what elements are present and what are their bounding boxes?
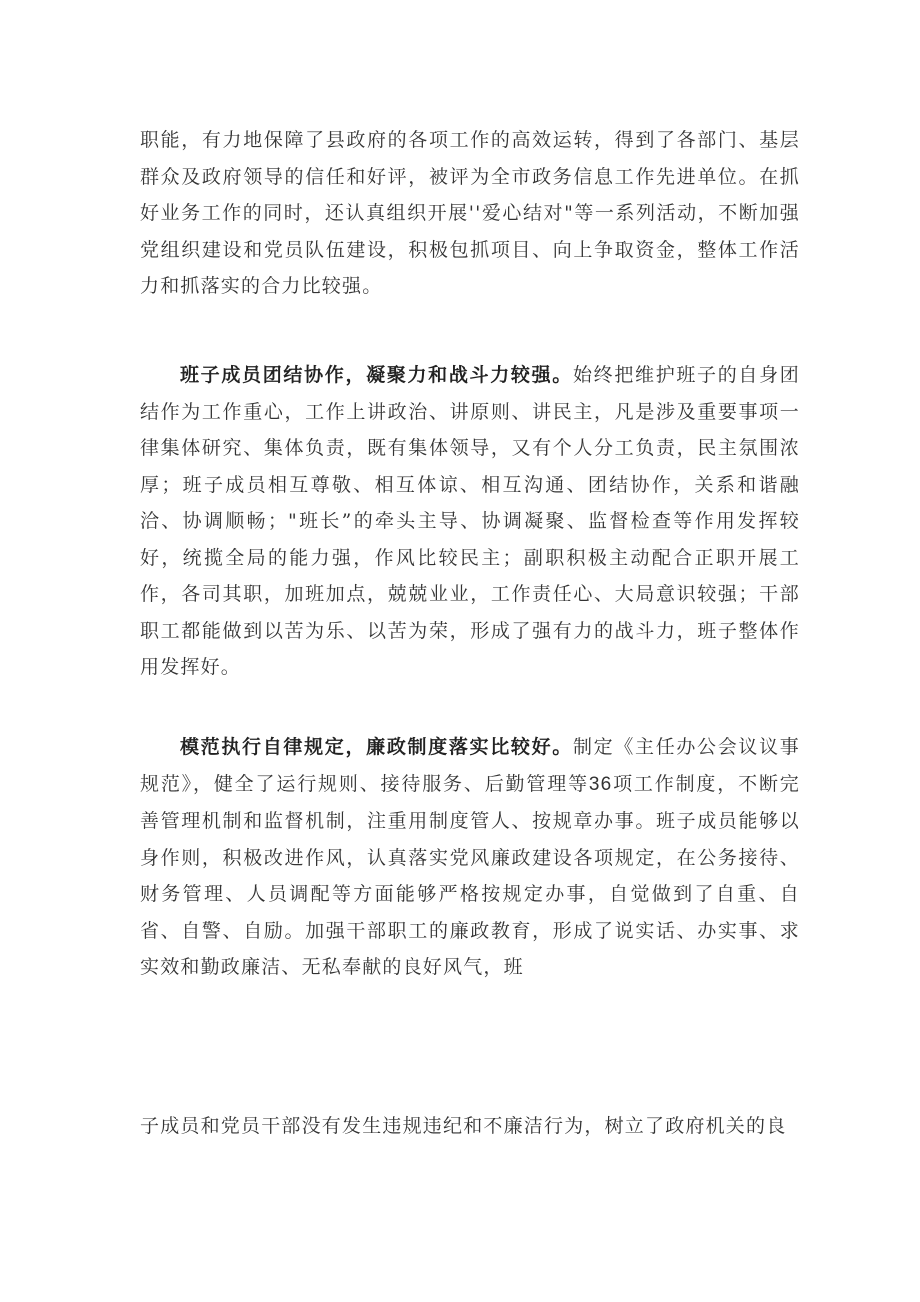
paragraph-1-text: 职能，有力地保障了县政府的各项工作的高效运转，得到了各部门、基层群众及政府领导的信任和好评，被评为全市政务信息工作先进单位。在抓好业务工作的同时，还认真组织开展''爱心结对"等一系列活动，不断加强党组织建设和党员队伍建设，积极包抓项目、向上争取资金，整体工作活力和抓落实的合力比较强。	[140, 129, 800, 297]
paragraph-2	[140, 357, 800, 686]
paragraph-1	[140, 122, 800, 305]
paragraph-4-text: 子成员和党员干部没有发生违规违纪和不廉洁行为，树立了政府机关的良	[140, 1115, 787, 1137]
paragraph-2-text: 始终把维护班子的自身团结作为工作重心，工作上讲政治、讲原则、讲民主，凡是涉及重要事项一律集体研究、集体负责，既有集体领导，又有个人分工负责，民主氛围浓厚；班子成员相互尊敬、相互体谅、相互沟通、团结协作，关系和谐融洽、协调顺畅；"班长”的牵头主导、协调凝聚、监督检查等作用发挥较好，统揽全局的能力强，作风比较民主；副职积极主动配合正职开展工作，各司其职，加班加点，兢兢业业，工作责任心、大局意识较强；干部职工都能做到以苦为乐、以苦为荣，形成了强有力的战斗力，班子整体作用发挥好。	[140, 364, 800, 678]
paragraph-3-heading: 模范执行自律规定，廉政制度落实比较好。	[180, 736, 573, 758]
paragraph-3-text-b: 项工作制度，不断完善管理机制和监督机制，注重用制度管人、按规章办事。班子成员能够以身作则，积极改进作风，认真落实党风廉政建设各项规定，在公务接待、财务管理、人员调配等方面能够严格按规定办事，自觉做到了自重、自省、自警、自励。加强干部职工的廉政教育，形成了说实话、办实事、求实效和勤政廉洁、无私奉献的良好风气，班	[140, 772, 800, 978]
paragraph-4	[140, 1108, 800, 1145]
paragraph-2-heading: 班子成员团结协作，凝聚力和战斗力较强。	[180, 364, 573, 386]
paragraph-3-text-a: 制定《主任办公会议议事规范》，健全了运行规则、接待服务、后勤管理等	[140, 736, 800, 795]
paragraph-3	[140, 729, 800, 986]
paragraph-3-number: 36	[588, 773, 613, 795]
